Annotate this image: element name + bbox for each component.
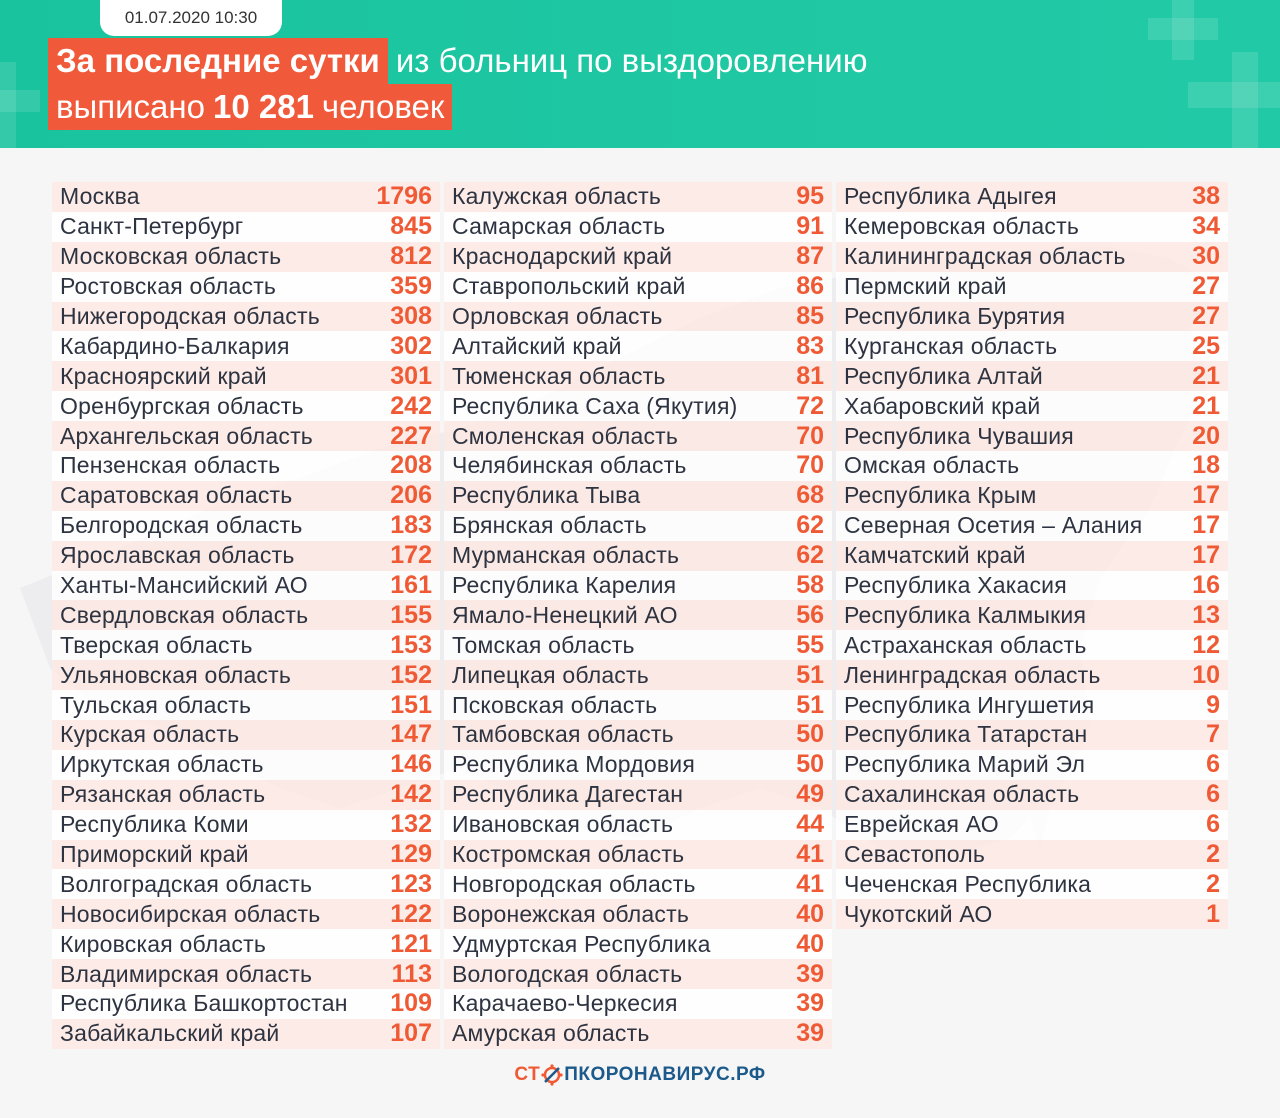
recovered-count: 17 bbox=[1192, 511, 1220, 540]
region-name: Тамбовская область bbox=[452, 721, 674, 748]
recovered-count: 6 bbox=[1206, 810, 1220, 839]
region-row bbox=[52, 720, 440, 750]
recovered-count: 242 bbox=[390, 391, 432, 420]
recovered-count: 183 bbox=[390, 511, 432, 540]
region-row bbox=[836, 630, 1228, 660]
region-name: Брянская область bbox=[452, 512, 647, 539]
region-name: Липецкая область bbox=[452, 661, 649, 688]
region-name: Тверская область bbox=[60, 631, 253, 658]
region-name: Чеченская Республика bbox=[844, 870, 1092, 897]
region-name: Пермский край bbox=[844, 273, 1007, 300]
recovered-count: 56 bbox=[796, 600, 824, 629]
region-name: Республика Башкортостан bbox=[60, 990, 348, 1017]
recovered-count: 50 bbox=[796, 720, 824, 749]
region-row bbox=[52, 391, 440, 421]
region-row bbox=[444, 481, 832, 511]
region-row bbox=[52, 600, 440, 630]
recovered-count: 9 bbox=[1206, 690, 1220, 719]
region-name: Ханты-Мансийский АО bbox=[60, 572, 308, 599]
region-row bbox=[52, 541, 440, 571]
region-name: Республика Чувашия bbox=[844, 422, 1074, 449]
region-name: Архангельская область bbox=[60, 422, 313, 449]
title-line-2 bbox=[48, 83, 452, 131]
region-row bbox=[444, 421, 832, 451]
recovered-count: 21 bbox=[1192, 361, 1220, 390]
region-row bbox=[52, 929, 440, 959]
recovered-count: 51 bbox=[796, 660, 824, 689]
region-name: Санкт-Петербург bbox=[60, 213, 244, 240]
region-name: Республика Хакасия bbox=[844, 572, 1067, 599]
region-name: Приморский край bbox=[60, 841, 249, 868]
region-name: Республика Марий Эл bbox=[844, 751, 1086, 778]
recovered-count: 109 bbox=[390, 989, 432, 1018]
recovered-count: 129 bbox=[390, 840, 432, 869]
region-row bbox=[836, 242, 1228, 272]
region-row bbox=[52, 481, 440, 511]
region-name: Алтайский край bbox=[452, 332, 622, 359]
region-row bbox=[444, 630, 832, 660]
region-row bbox=[444, 750, 832, 780]
recovered-count: 68 bbox=[796, 481, 824, 510]
region-name: Карачаево-Черкесия bbox=[452, 990, 678, 1017]
region-name: Калининградская область bbox=[844, 243, 1126, 270]
region-name: Самарская область bbox=[452, 213, 666, 240]
recovered-count: 95 bbox=[796, 182, 824, 211]
region-name: Хабаровский край bbox=[844, 392, 1041, 419]
region-row bbox=[836, 600, 1228, 630]
region-name: Еврейская АО bbox=[844, 811, 999, 838]
plus-decoration bbox=[0, 90, 40, 112]
region-name: Ставропольский край bbox=[452, 273, 686, 300]
region-name: Амурская область bbox=[452, 1020, 650, 1047]
date-badge: 01.07.2020 10:30 bbox=[100, 0, 282, 36]
title-total-pre: выписано bbox=[56, 88, 205, 125]
recovered-count: 107 bbox=[390, 1019, 432, 1048]
recovered-count: 113 bbox=[391, 959, 432, 988]
region-row bbox=[444, 331, 832, 361]
region-name: Владимирская область bbox=[60, 960, 313, 987]
recovered-count: 39 bbox=[796, 989, 824, 1018]
region-name: Республика Татарстан bbox=[844, 721, 1088, 748]
region-name: Орловская область bbox=[452, 303, 663, 329]
region-name: Ростовская область bbox=[60, 273, 277, 300]
recovered-count: 91 bbox=[796, 212, 824, 241]
recovered-count: 142 bbox=[390, 780, 432, 809]
recovered-count: 40 bbox=[796, 899, 824, 928]
region-row bbox=[836, 840, 1228, 870]
region-name: Красноярский край bbox=[60, 362, 267, 389]
region-name: Кемеровская область bbox=[844, 213, 1080, 240]
region-row bbox=[444, 212, 832, 242]
region-row bbox=[836, 212, 1228, 242]
region-row bbox=[444, 600, 832, 630]
region-name: Кировская область bbox=[60, 930, 267, 957]
recovered-count: 6 bbox=[1206, 750, 1220, 779]
region-name: Камчатский край bbox=[844, 542, 1026, 569]
recovered-count: 62 bbox=[796, 541, 824, 570]
recovered-count: 44 bbox=[796, 810, 824, 839]
title-total-number: 10 281 bbox=[212, 88, 314, 125]
region-row bbox=[836, 541, 1228, 571]
region-row bbox=[444, 361, 832, 391]
regions-column-2 bbox=[444, 182, 832, 1049]
region-row bbox=[836, 361, 1228, 391]
recovered-count: 17 bbox=[1192, 541, 1220, 570]
region-row bbox=[52, 780, 440, 810]
region-name: Курская область bbox=[60, 721, 240, 748]
region-row bbox=[52, 421, 440, 451]
region-row bbox=[444, 869, 832, 899]
recovered-count: 172 bbox=[390, 541, 432, 570]
region-name: Ленинградская область bbox=[844, 661, 1101, 688]
region-row bbox=[444, 272, 832, 302]
region-name: Республика Тыва bbox=[452, 482, 641, 509]
recovered-count: 41 bbox=[796, 840, 824, 869]
recovered-count: 1 bbox=[1206, 899, 1220, 928]
region-row bbox=[52, 511, 440, 541]
region-name: Курганская область bbox=[844, 332, 1058, 359]
region-name: Смоленская область bbox=[452, 422, 679, 449]
region-name: Мурманская область bbox=[452, 542, 680, 569]
region-name: Свердловская область bbox=[60, 601, 309, 628]
plus-decoration bbox=[1188, 82, 1280, 108]
region-row bbox=[836, 720, 1228, 750]
recovered-count: 151 bbox=[390, 690, 432, 719]
recovered-count: 153 bbox=[390, 630, 432, 659]
recovered-count: 122 bbox=[390, 899, 432, 928]
region-row bbox=[444, 690, 832, 720]
region-name: Пензенская область bbox=[60, 452, 281, 479]
region-row bbox=[444, 182, 832, 212]
region-name: Республика Алтай bbox=[844, 362, 1043, 389]
region-row bbox=[444, 840, 832, 870]
region-row bbox=[836, 660, 1228, 690]
recovered-count: 70 bbox=[796, 421, 824, 450]
region-row bbox=[836, 182, 1228, 212]
title-line-1 bbox=[48, 37, 867, 85]
recovered-count: 1796 bbox=[376, 182, 432, 211]
recovered-count: 152 bbox=[390, 660, 432, 689]
region-name: Оренбургская область bbox=[60, 392, 304, 419]
region-name: Кабардино-Балкария bbox=[60, 332, 290, 359]
recovered-count: 38 bbox=[1192, 182, 1220, 211]
region-row bbox=[444, 929, 832, 959]
logo-part-1: СТ bbox=[514, 1064, 541, 1086]
logo-part-2: ПКОРОНАВИРУС.РФ bbox=[564, 1064, 766, 1086]
plus-decoration bbox=[1148, 18, 1218, 40]
region-row bbox=[836, 481, 1228, 511]
recovered-count: 34 bbox=[1192, 212, 1220, 241]
region-name: Белгородская область bbox=[60, 512, 303, 539]
region-row bbox=[444, 511, 832, 541]
region-name: Ярославская область bbox=[60, 542, 295, 569]
region-name: Волгоградская область bbox=[60, 870, 313, 897]
region-name: Челябинская область bbox=[452, 452, 687, 479]
region-name: Ивановская область bbox=[452, 811, 674, 838]
region-name: Чукотский АО bbox=[844, 900, 993, 927]
region-name: Республика Саха (Якутия) bbox=[452, 392, 738, 419]
recovered-count: 12 bbox=[1192, 630, 1220, 659]
region-row bbox=[444, 302, 832, 332]
recovered-count: 208 bbox=[390, 451, 432, 480]
region-name: Томская область bbox=[452, 631, 635, 658]
region-row bbox=[444, 541, 832, 571]
title-total-post: человек bbox=[321, 88, 445, 125]
region-row bbox=[836, 451, 1228, 481]
recovered-count: 16 bbox=[1192, 571, 1220, 600]
region-name: Республика Бурятия bbox=[844, 303, 1066, 329]
region-row bbox=[52, 810, 440, 840]
recovered-count: 123 bbox=[390, 869, 432, 898]
recovered-count: 301 bbox=[390, 361, 432, 390]
region-row bbox=[444, 451, 832, 481]
recovered-count: 70 bbox=[796, 451, 824, 480]
region-row bbox=[52, 660, 440, 690]
recovered-count: 81 bbox=[796, 361, 824, 390]
regions-column-3 bbox=[836, 182, 1228, 929]
recovered-count: 21 bbox=[1192, 391, 1220, 420]
region-name: Костромская область bbox=[452, 841, 685, 868]
region-row bbox=[836, 421, 1228, 451]
recovered-count: 85 bbox=[796, 302, 824, 330]
region-row bbox=[836, 750, 1228, 780]
recovered-count: 83 bbox=[796, 331, 824, 360]
stopcoronavirus-logo bbox=[0, 1064, 1280, 1086]
header-banner bbox=[0, 0, 1280, 148]
title-total-highlight bbox=[48, 84, 452, 130]
recovered-count: 206 bbox=[390, 481, 432, 510]
regions-column-1 bbox=[52, 182, 440, 1049]
region-name: Калужская область bbox=[452, 183, 662, 210]
recovered-count: 41 bbox=[796, 869, 824, 898]
region-row bbox=[836, 780, 1228, 810]
region-row bbox=[52, 302, 440, 332]
recovered-count: 39 bbox=[796, 959, 824, 988]
recovered-count: 40 bbox=[796, 929, 824, 958]
region-name: Псковская область bbox=[452, 691, 658, 718]
region-row bbox=[836, 331, 1228, 361]
recovered-count: 49 bbox=[796, 780, 824, 809]
region-name: Саратовская область bbox=[60, 482, 293, 509]
recovered-count: 227 bbox=[390, 421, 432, 450]
region-row bbox=[836, 690, 1228, 720]
region-row bbox=[444, 899, 832, 929]
region-name: Забайкальский край bbox=[60, 1020, 280, 1047]
region-row bbox=[52, 630, 440, 660]
region-row bbox=[52, 1019, 440, 1049]
region-name: Ямало-Ненецкий АО bbox=[452, 601, 678, 628]
region-name: Вологодская область bbox=[452, 960, 683, 987]
region-name: Северная Осетия – Алания bbox=[844, 512, 1143, 539]
recovered-count: 39 bbox=[796, 1019, 824, 1048]
region-row bbox=[52, 331, 440, 361]
recovered-count: 17 bbox=[1192, 481, 1220, 510]
region-row bbox=[444, 810, 832, 840]
region-name: Нижегородская область bbox=[60, 303, 320, 329]
region-row bbox=[444, 1019, 832, 1049]
region-row bbox=[444, 720, 832, 750]
region-row bbox=[52, 690, 440, 720]
region-row bbox=[52, 750, 440, 780]
region-row bbox=[444, 989, 832, 1019]
region-name: Севастополь bbox=[844, 841, 986, 868]
region-name: Республика Адыгея bbox=[844, 183, 1057, 210]
region-name: Рязанская область bbox=[60, 781, 266, 808]
recovered-count: 6 bbox=[1206, 780, 1220, 809]
recovered-count: 146 bbox=[390, 750, 432, 779]
recovered-count: 30 bbox=[1192, 242, 1220, 271]
recovered-count: 87 bbox=[796, 242, 824, 271]
recovered-count: 132 bbox=[390, 810, 432, 839]
recovered-count: 25 bbox=[1192, 331, 1220, 360]
region-name: Республика Дагестан bbox=[452, 781, 684, 808]
recovered-count: 121 bbox=[390, 929, 432, 958]
region-name: Республика Ингушетия bbox=[844, 691, 1095, 718]
recovered-count: 27 bbox=[1192, 272, 1220, 301]
region-row bbox=[52, 899, 440, 929]
region-name: Тульская область bbox=[60, 691, 252, 718]
region-name: Новгородская область bbox=[452, 870, 696, 897]
recovered-count: 55 bbox=[796, 630, 824, 659]
region-name: Омская область bbox=[844, 452, 1020, 479]
recovered-count: 13 bbox=[1192, 600, 1220, 629]
title-rest: из больниц по выздоровлению bbox=[395, 42, 868, 79]
region-row bbox=[444, 571, 832, 601]
region-row bbox=[52, 182, 440, 212]
region-row bbox=[836, 899, 1228, 929]
region-row bbox=[836, 302, 1228, 332]
recovered-count: 2 bbox=[1206, 840, 1220, 869]
region-row bbox=[836, 511, 1228, 541]
title-highlight: За последние сутки bbox=[48, 38, 388, 84]
recovered-count: 10 bbox=[1192, 660, 1220, 689]
region-row bbox=[52, 571, 440, 601]
region-name: Московская область bbox=[60, 243, 282, 270]
recovered-count: 155 bbox=[390, 600, 432, 629]
recovered-count: 86 bbox=[796, 272, 824, 301]
region-row bbox=[444, 959, 832, 989]
region-row bbox=[52, 840, 440, 870]
recovered-count: 147 bbox=[390, 720, 432, 749]
region-name: Иркутская область bbox=[60, 751, 264, 778]
region-name: Воронежская область bbox=[452, 900, 690, 927]
recovered-count: 812 bbox=[390, 242, 432, 271]
region-row bbox=[836, 810, 1228, 840]
recovered-count: 50 bbox=[796, 750, 824, 779]
region-name: Астраханская область bbox=[844, 631, 1087, 658]
region-row bbox=[52, 959, 440, 989]
region-row bbox=[444, 780, 832, 810]
region-row bbox=[52, 272, 440, 302]
region-name: Республика Коми bbox=[60, 811, 249, 838]
recovered-count: 359 bbox=[390, 272, 432, 301]
region-row bbox=[836, 869, 1228, 899]
region-row bbox=[52, 989, 440, 1019]
region-row bbox=[52, 212, 440, 242]
recovered-count: 308 bbox=[390, 302, 432, 330]
recovered-count: 7 bbox=[1206, 720, 1220, 749]
region-name: Москва bbox=[60, 183, 140, 210]
region-row bbox=[836, 571, 1228, 601]
region-row bbox=[52, 361, 440, 391]
recovered-count: 27 bbox=[1192, 302, 1220, 330]
recovered-count: 18 bbox=[1192, 451, 1220, 480]
recovered-count: 161 bbox=[390, 571, 432, 600]
recovered-count: 62 bbox=[796, 511, 824, 540]
recovered-count: 72 bbox=[796, 391, 824, 420]
recovered-count: 302 bbox=[390, 331, 432, 360]
region-name: Удмуртская Республика bbox=[452, 930, 711, 957]
region-name: Новосибирская область bbox=[60, 900, 321, 927]
region-name: Ульяновская область bbox=[60, 661, 292, 688]
region-row bbox=[52, 869, 440, 899]
region-row bbox=[836, 391, 1228, 421]
recovered-count: 20 bbox=[1192, 421, 1220, 450]
region-row bbox=[52, 242, 440, 272]
region-name: Тюменская область bbox=[452, 362, 666, 389]
region-name: Республика Калмыкия bbox=[844, 601, 1087, 628]
recovered-count: 51 bbox=[796, 690, 824, 719]
region-row bbox=[444, 660, 832, 690]
region-row bbox=[52, 451, 440, 481]
region-name: Сахалинская область bbox=[844, 781, 1080, 808]
region-name: Республика Карелия bbox=[452, 572, 677, 599]
recovered-count: 2 bbox=[1206, 869, 1220, 898]
virus-icon bbox=[541, 1064, 563, 1086]
region-name: Республика Мордовия bbox=[452, 751, 695, 778]
region-name: Краснодарский край bbox=[452, 243, 673, 270]
region-row bbox=[836, 272, 1228, 302]
region-row bbox=[444, 391, 832, 421]
region-row bbox=[444, 242, 832, 272]
recovered-count: 58 bbox=[796, 571, 824, 600]
recovered-count: 845 bbox=[390, 212, 432, 241]
region-name: Республика Крым bbox=[844, 482, 1037, 509]
